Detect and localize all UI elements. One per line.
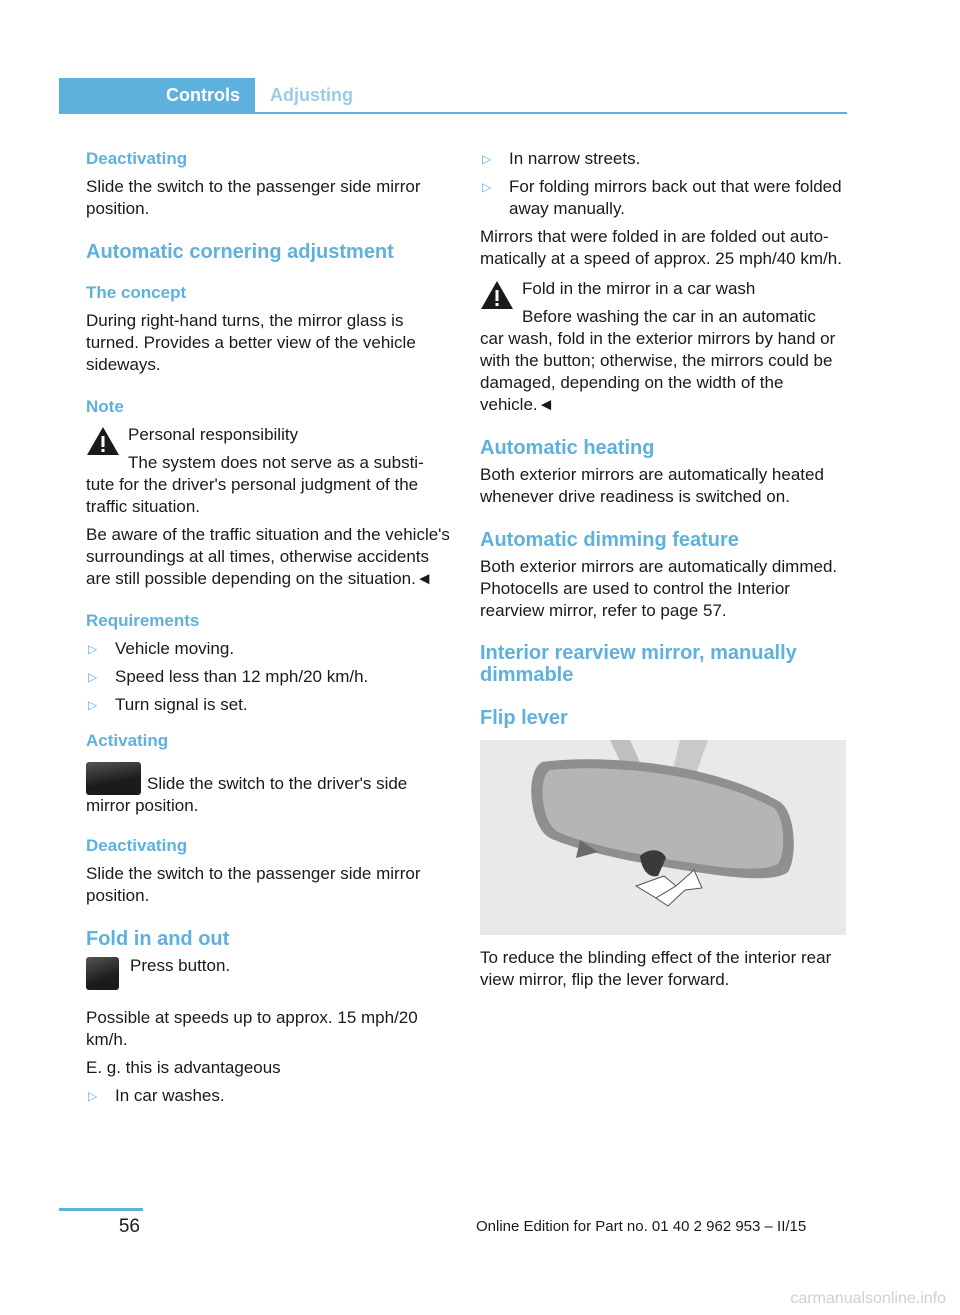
fold-button-row [86,955,452,995]
fold-heading: Fold in and out [86,928,230,950]
possible-text: Possible at speeds up to approx. 15 mph/20 km/h. [86,1008,418,1049]
interior-mirror-heading: Interior rearview mirror, manually dimmable [480,642,797,686]
left-column [86,148,452,1113]
carwash-text-start: Before washing the car in an automatic [522,307,816,326]
watermark: carmanualsonline.info [790,1290,946,1307]
warning-text-rest: tute for the driver's personal judgment of the traffic situation. [86,475,419,516]
activating-heading: Activating [86,731,169,750]
note-heading: Note [86,397,124,416]
advantageous-text: E. g. this is advantageous [86,1058,281,1077]
fold-list-right [480,148,846,220]
carwash-text-rest: car wash, fold in the exterior mirrors by hand or with the button; otherwise, the mirrors could be damaged, depending on the width of the vehicle.◄ [480,329,836,414]
page-number: 56 [118,1216,140,1237]
dimming-heading: Automatic dimming feature [480,529,739,551]
warning-block [86,424,452,474]
list-item: ▷ Speed less than 12 mph/20 km/h. [88,667,369,686]
activating-text: Slide the switch to the driver's side mirror position. [86,762,452,817]
deactivating-heading-2: Deactivating [86,836,188,855]
rearview-mirror-image [480,740,846,935]
edition-text: Online Edition for Part no. 01 40 2 962 953 – II/15 [476,1218,807,1235]
warning-title: Personal responsibility [128,425,299,444]
cornering-heading: Automatic cornering adjustment [86,241,394,263]
concept-text: During right-hand turns, the mirror glass is turned. Provides a better view of the vehicle sideways. [86,311,416,374]
heating-heading: Automatic heating [480,437,655,459]
flip-text: To reduce the blinding effect of the interior rear view mirror, flip the lever forward. [480,948,832,989]
header-tabbar [59,78,847,114]
flip-lever-heading: Flip lever [480,707,568,729]
footer-accent-line [59,1208,143,1211]
list-item: ▷ Vehicle moving. [88,639,235,658]
mirror-switch-icon [86,762,141,795]
fold-button-icon [86,957,119,990]
right-column [480,148,846,991]
requirements-heading: Requirements [86,611,200,630]
warning-text2: Be aware of the traffic situation and the vehicle's surroundings at all times, otherwise accidents are still possible depending on the situation.◄ [86,525,450,588]
warning-icon [480,280,514,310]
list-item: ▷ Turn signal is set. [88,695,248,714]
concept-heading: The concept [86,283,187,302]
dimming-text: Both exterior mirrors are automatically dimmed. Photocells are used to control the Interior rearview mirror, refer to page 57. [480,557,838,620]
list-item: ▷ In car washes. [88,1086,225,1105]
deactivating-text-2: Slide the switch to the passenger side mirror position. [86,864,421,905]
warning-text-start: The system does not serve as a substi- [128,453,424,472]
list-item: ▷ For folding mirrors back out that were folded away manually. [482,177,842,218]
deactivating-heading: Deactivating [86,149,188,168]
heating-text: Both exterior mirrors are automatically heated whenever drive readiness is switched on. [480,465,824,506]
fold-list-left [86,1085,452,1107]
press-button-text: Press button. [130,956,231,975]
tab-controls[interactable]: Controls [59,78,255,112]
carwash-warning-block [480,278,846,328]
folded-text: Mirrors that were folded in are folded out automatically at a speed of approx. 25 mph/40 km/h. [480,227,842,268]
list-item: ▷ In narrow streets. [482,149,641,168]
warning-icon [86,426,120,456]
carwash-title: Fold in the mirror in a car wash [522,279,756,298]
mirror-illustration [480,740,846,935]
tab-adjusting[interactable]: Adjusting [270,85,353,105]
requirements-list [86,638,452,716]
deactivating-text: Slide the switch to the passenger side mirror position. [86,177,421,218]
